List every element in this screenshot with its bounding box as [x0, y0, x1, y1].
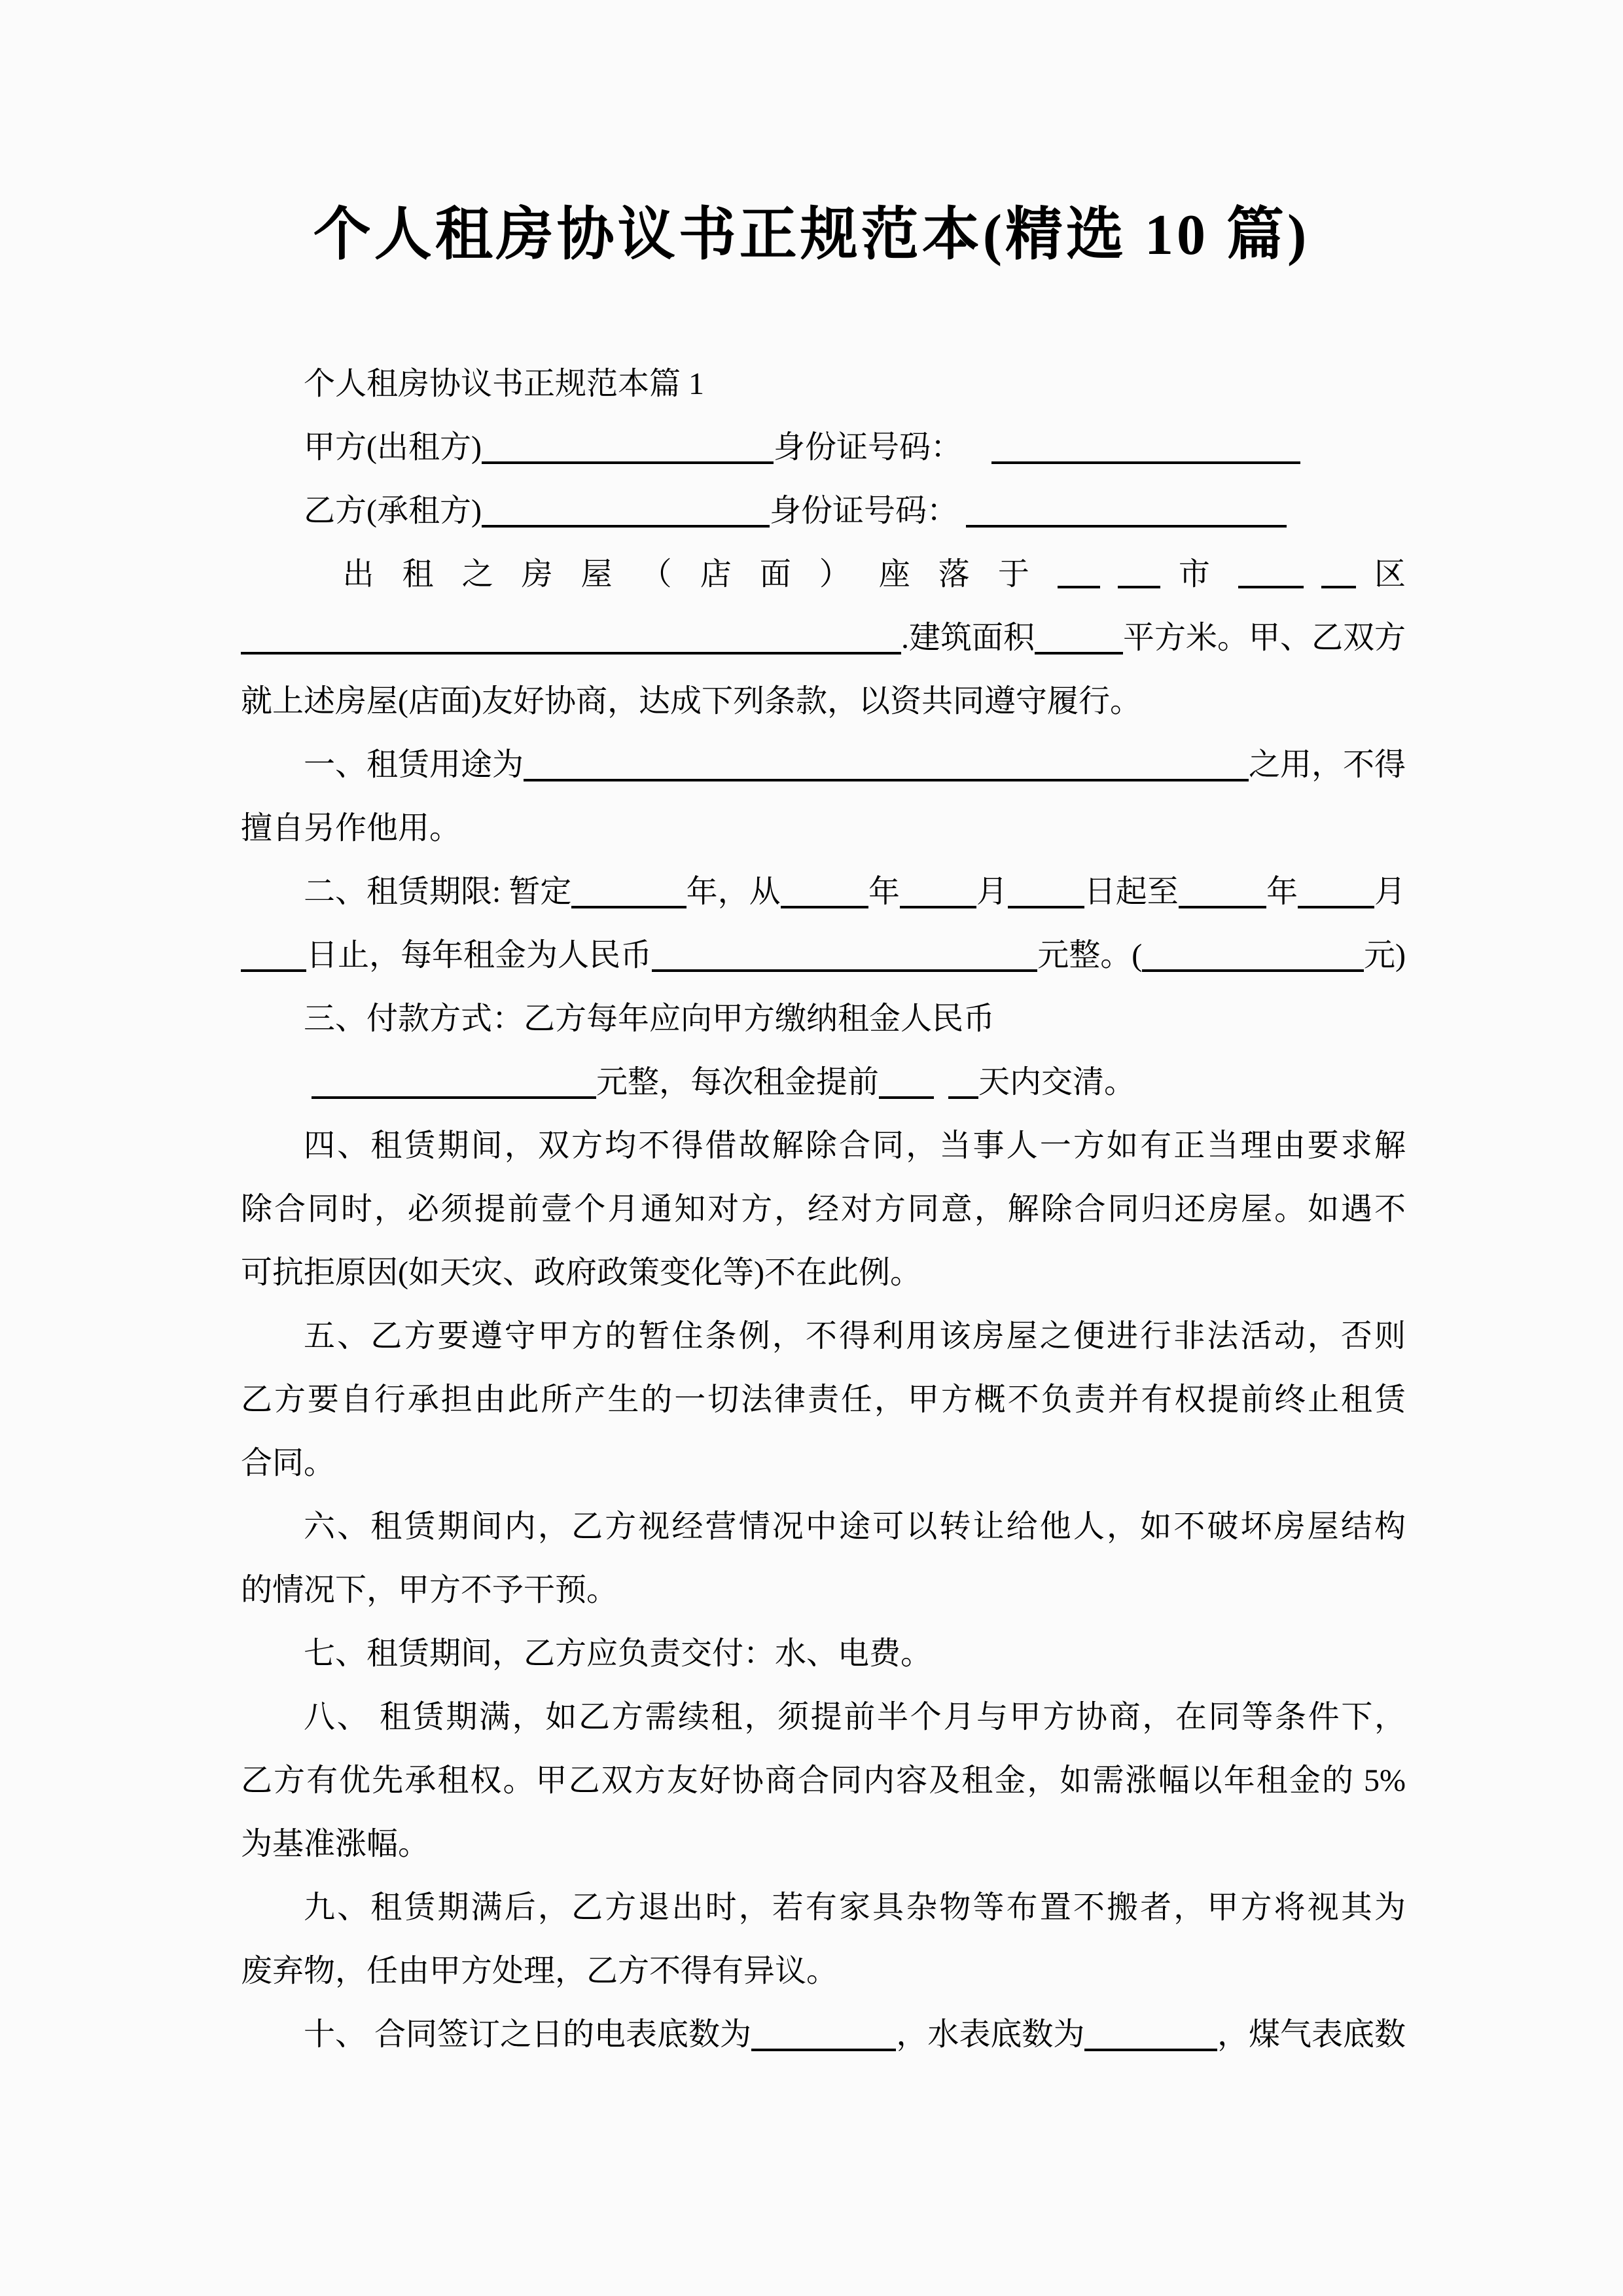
text-run: ，煤气表底数	[1217, 2017, 1406, 2052]
clause-8-line-1: 八、 租赁期满，如乙方需续租，须提前半个月与甲方协商，在同等条件下，	[304, 1700, 1406, 1734]
location-line	[241, 543, 1406, 606]
blank-field	[652, 941, 1037, 972]
clause-4-line-3: 可抗拒原因(如天灾、政府政策变化等)不在此例。	[241, 1255, 921, 1290]
text-run: 身份证号码：	[769, 493, 958, 528]
blank-field	[781, 877, 868, 908]
clause-3-line-1: 三、付款方式：乙方每年应向甲方缴纳租金人民币	[304, 1001, 995, 1036]
text-run: 元整。(	[1037, 938, 1143, 973]
document-body	[241, 352, 1406, 2066]
blank-field	[482, 496, 770, 528]
clause-6-line-1: 六、租赁期间内，乙方视经营情况中途可以转让给他人，如不破坏房屋结构	[304, 1509, 1406, 1544]
document-title: 个人租房协议书正规范本(精选 10 篇)	[313, 204, 1310, 267]
text-run: 十、 合同签订之日的电表底数为	[304, 2017, 752, 2052]
blank-field	[948, 1067, 978, 1099]
text-run	[1304, 557, 1322, 592]
blank-field	[1298, 877, 1374, 908]
blank-field	[991, 433, 1300, 464]
text-run: 市	[1160, 557, 1238, 592]
text-run: 日止，每年租金为人民币	[306, 938, 652, 973]
text-run: 月	[976, 874, 1008, 909]
clause-4-line-2: 除合同时，必须提前壹个月通知对方，经对方同意，解除合同归还房屋。如遇不	[241, 1192, 1406, 1227]
blank-field	[900, 877, 976, 908]
text-run: 甲方(出租方)	[304, 430, 482, 465]
clause-2-line-2	[241, 924, 1406, 987]
party-b-line	[241, 479, 1406, 543]
text-run: 之用，不得	[1248, 747, 1406, 782]
blank-field	[1179, 877, 1266, 908]
blank-field	[966, 496, 1287, 528]
text-run: 区	[1356, 557, 1406, 592]
clause-9-line-2: 废弃物，任由甲方处理，乙方不得有异议。	[241, 1954, 838, 1988]
clause-9-line-1: 九、租赁期满后，乙方退出时，若有家具杂物等布置不搬者，甲方将视其为	[304, 1890, 1406, 1925]
text-run: 乙方(承租方)	[304, 493, 482, 528]
text-run: ，水表底数为	[896, 2017, 1085, 2052]
clause-3-line-2	[241, 1050, 1406, 1114]
blank-field	[1321, 585, 1356, 588]
clause-8-line-2: 乙方有优先承租权。甲乙双方友好协商合同内容及租金，如需涨幅以年租金的 5%	[241, 1763, 1406, 1798]
blank-field	[312, 1067, 596, 1099]
spacer	[241, 774, 304, 775]
clause-10-line	[241, 2003, 1406, 2066]
blank-field	[1008, 877, 1084, 908]
clause-5-line-2: 乙方要自行承担由此所产生的一切法律责任，甲方概不负责并有权提前终止租赁	[241, 1382, 1406, 1417]
clause-5-line-1: 五、乙方要遵守甲方的暂住条例，不得利用该房屋之便进行非法活动，否则	[304, 1319, 1406, 1354]
spacer	[958, 520, 966, 521]
blank-field	[1058, 585, 1100, 588]
text-run: 元)	[1364, 938, 1406, 973]
clause-6-line-2: 的情况下，甲方不予干预。	[241, 1573, 618, 1607]
text-run: 平方米。甲、乙双方	[1122, 620, 1406, 655]
clause-1-line-2: 擅自另作他用。	[241, 811, 461, 846]
text-run: 元整，每次租金提前	[596, 1065, 880, 1100]
blank-field	[751, 2020, 896, 2051]
area-line	[241, 606, 1406, 670]
blank-field	[482, 433, 774, 464]
blank-field	[1035, 623, 1123, 655]
clause-4-line-1: 四、租赁期间，双方均不得借故解除合同，当事人一方如有正当理由要求解	[304, 1128, 1406, 1163]
spacer	[241, 901, 304, 902]
text-run: 一、租赁用途为	[304, 747, 524, 782]
text-run: 月	[1374, 874, 1406, 909]
text-run: 出 租 之 房 屋 （ 店 面 ） 座 落 于	[332, 557, 1058, 592]
text-run: 天内交清。	[978, 1065, 1136, 1100]
blank-field	[524, 750, 1249, 781]
spacer	[241, 2044, 304, 2045]
blank-field	[1118, 585, 1160, 588]
text-run: 年	[1266, 874, 1298, 909]
text-run: .建筑面积	[901, 620, 1035, 655]
agreement-line: 就上述房屋(店面)友好协商，达成下列条款，以资共同遵守履行。	[241, 684, 1141, 719]
spacer	[241, 520, 304, 521]
blank-field	[1084, 2020, 1217, 2051]
clause-5-line-3: 合同。	[241, 1446, 336, 1480]
clause-8-line-3: 为基准涨幅。	[241, 1827, 430, 1861]
section-heading: 个人租房协议书正规范本篇 1	[304, 367, 705, 401]
blank-field	[571, 877, 686, 908]
text-run: 身份证号码：	[773, 430, 962, 465]
text-run	[1100, 557, 1118, 592]
blank-field	[1142, 941, 1364, 972]
blank-field	[879, 1067, 934, 1099]
text-run: 日起至	[1084, 874, 1179, 909]
clause-7-line: 七、租赁期间，乙方应负责交付：水、电费。	[304, 1636, 933, 1671]
blank-field	[1238, 585, 1304, 588]
blank-field	[241, 941, 306, 972]
clause-1-line-1	[241, 733, 1406, 797]
text-run: 年	[868, 874, 901, 909]
text-run: 二、租赁期限: 暂定	[304, 874, 572, 909]
text-run: 年，从	[686, 874, 781, 909]
clause-2-line-1	[241, 860, 1406, 924]
blank-field	[241, 623, 901, 655]
party-a-line	[241, 416, 1406, 479]
